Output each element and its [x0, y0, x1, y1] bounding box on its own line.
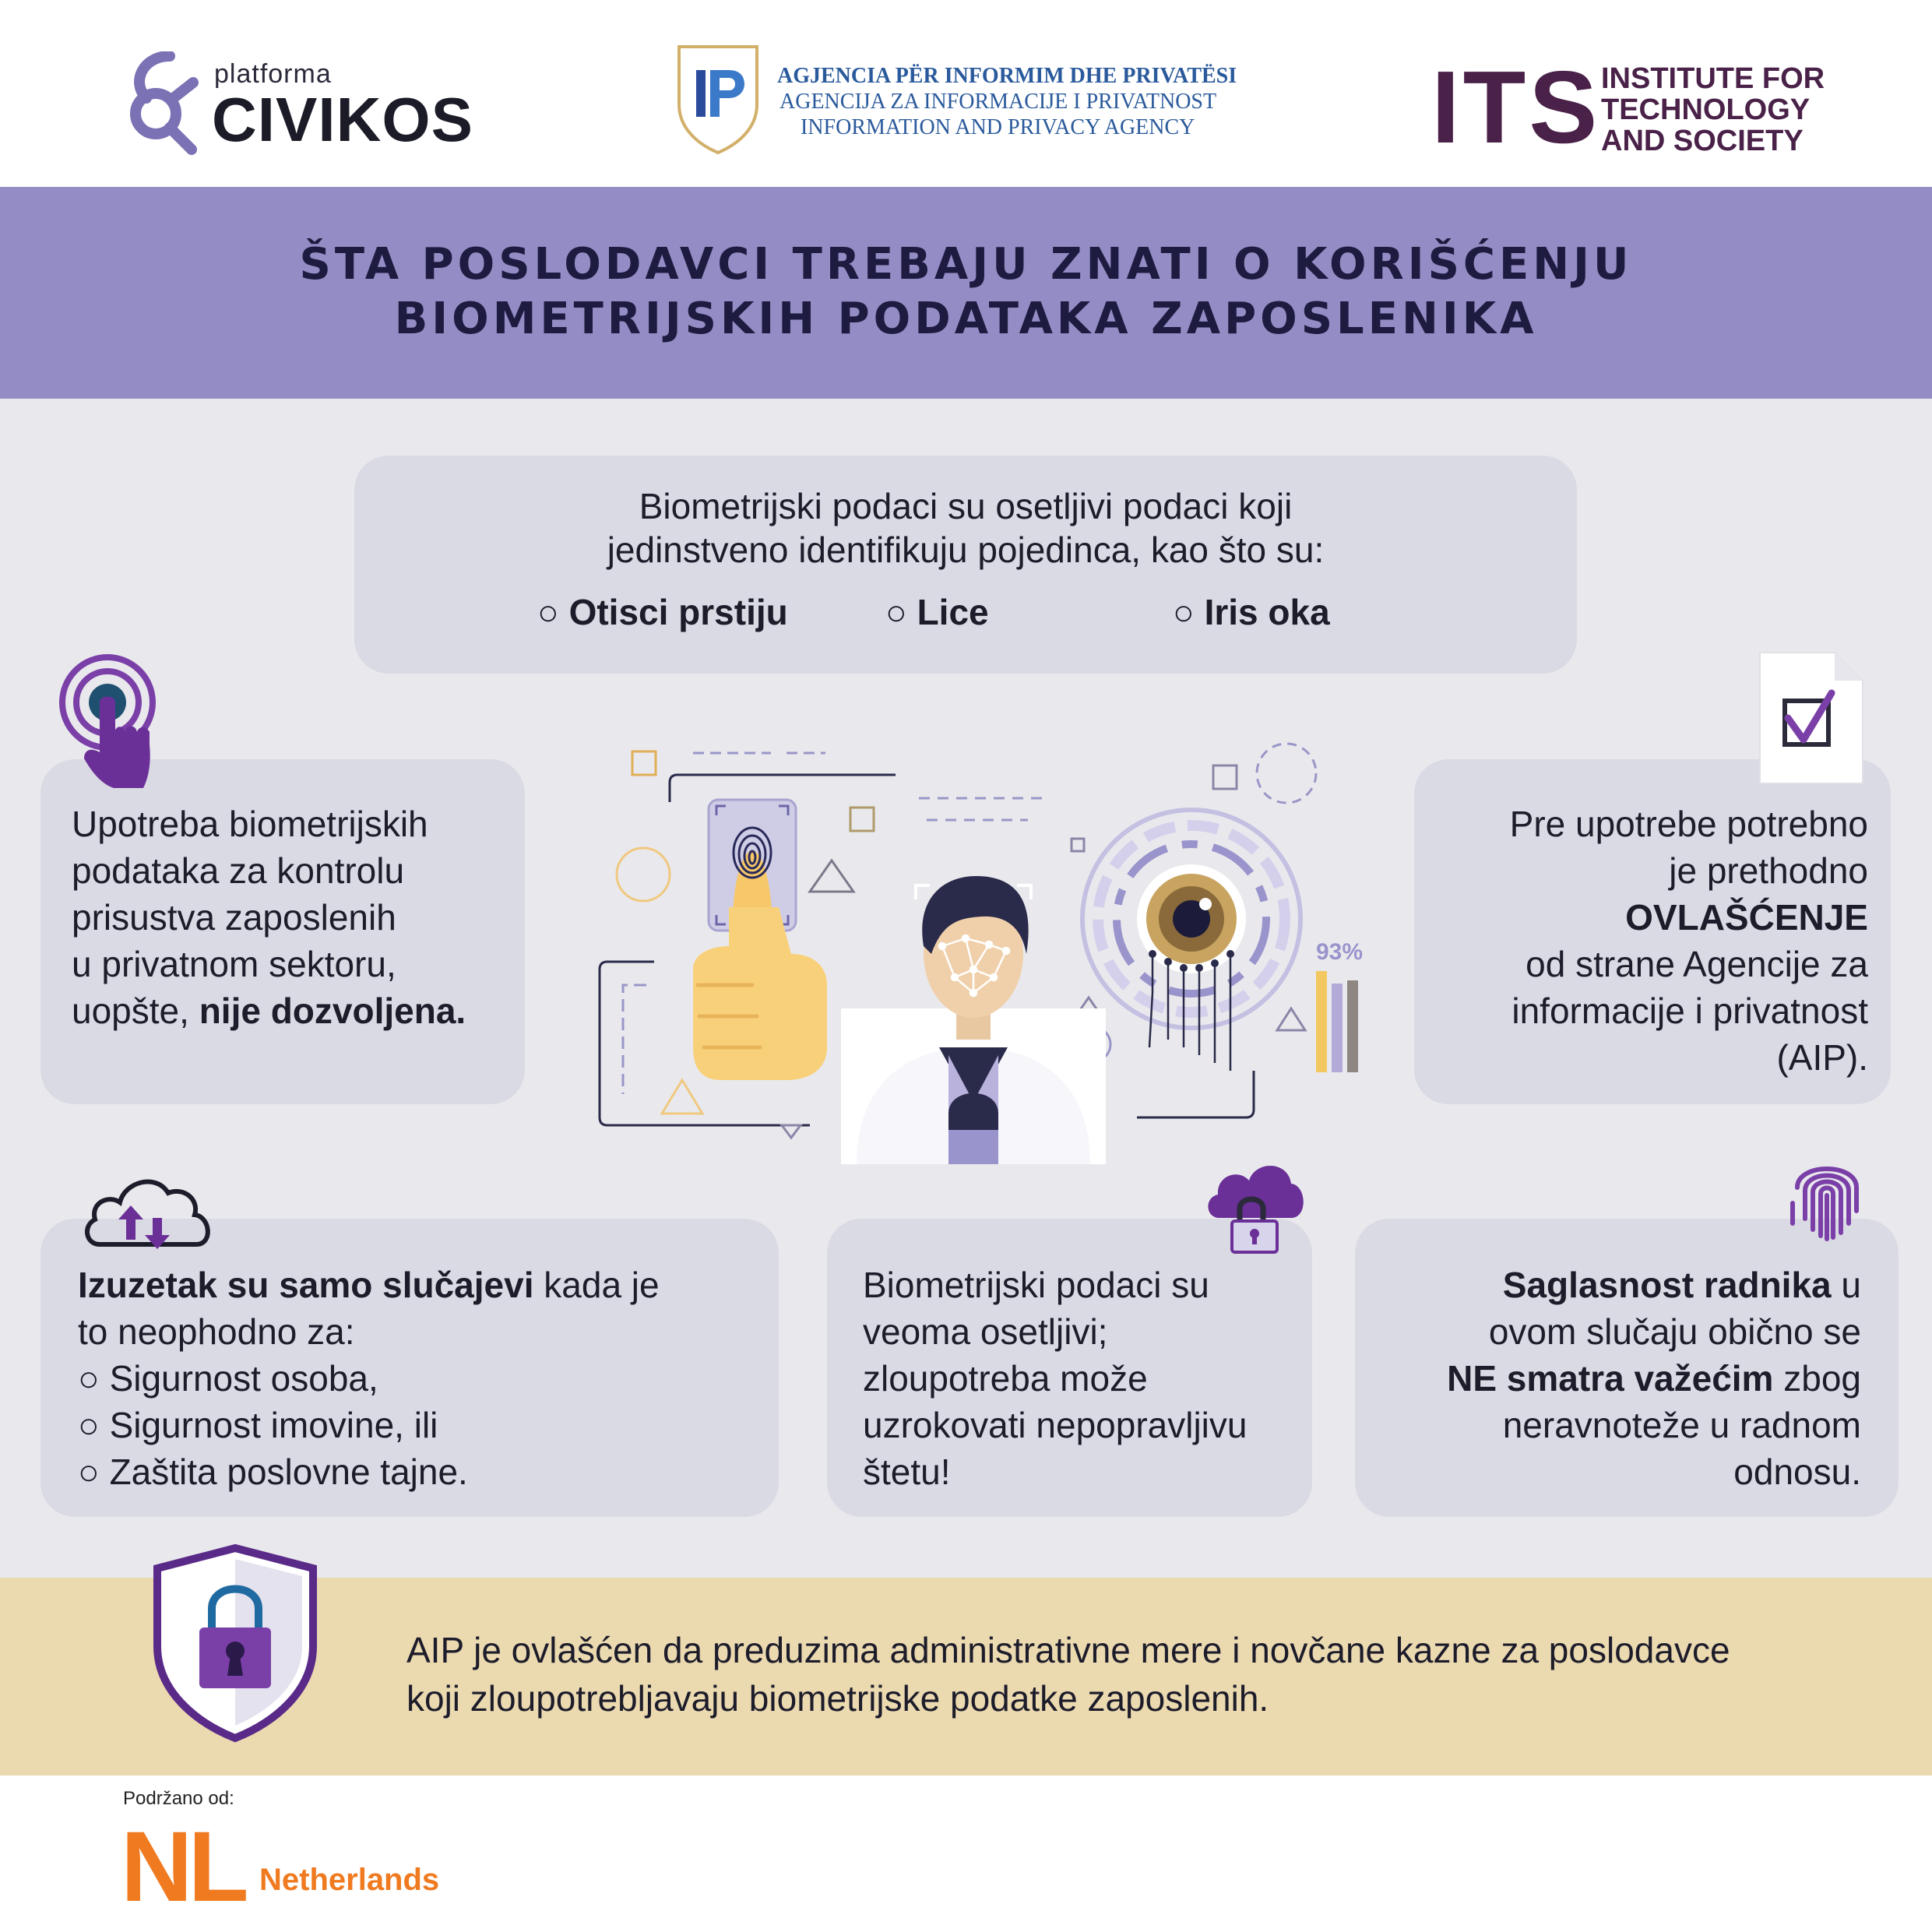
card-exception-item-1: ○ Sigurnost osoba, — [78, 1358, 378, 1399]
card-authorization-line-2: je prethodno — [1669, 850, 1868, 891]
intro-item-fingerprints: ○ Otisci prstiju — [537, 592, 788, 632]
card-consent-line-1-bold: Saglasnost radnika — [1502, 1265, 1832, 1305]
card-consent-line-1 — [1355, 1262, 1861, 1308]
card-sensitive-line-4: uzrokovati nepopravljivu — [863, 1405, 1248, 1445]
card-sensitive-line-5: štetu! — [863, 1452, 951, 1492]
card-exception-item-3: ○ Zaštita poslovne tajne. — [78, 1452, 468, 1492]
card-consent-line-3 — [1355, 1355, 1861, 1402]
card-consent-line-3-bold: NE smatra važećim — [1447, 1358, 1774, 1399]
aip-name-english: INFORMATION AND PRIVACY AGENCY — [801, 115, 1195, 139]
card-attendance-line-5-bold: nije dozvoljena. — [199, 991, 466, 1031]
card-exception-line-1-normal: kada je — [533, 1265, 660, 1305]
civikos-small-label: platforma — [214, 59, 332, 89]
card-exception-line-1-bold: Izuzetak su samo slučajevi — [78, 1265, 534, 1305]
cloud-transfer-icon — [81, 1168, 215, 1249]
touch-finger-icon — [56, 651, 160, 791]
cloud-lock-icon — [1204, 1153, 1305, 1254]
biometric-illustration — [576, 720, 1371, 1164]
card-authorization-line-1: Pre upotrebe potrebno — [1509, 804, 1868, 844]
card-attendance-line-5-normal: uopšte, — [72, 991, 199, 1031]
aip-name-serbian: AGENCIJA ZA INFORMACIJE I PRIVATNOST — [779, 90, 1217, 114]
security-shield-lock-icon — [150, 1543, 321, 1743]
card-consent-line-3-normal: zbog — [1773, 1358, 1861, 1399]
card-exception-line-1 — [78, 1262, 660, 1308]
card-sensitive-line-3: zloupotreba može — [863, 1358, 1148, 1399]
footer-line-2: koji zloupotrebljavaju biometrijske podatke zaposlenih. — [406, 1678, 1269, 1719]
card-attendance-line-3: prisustva zaposlenih — [72, 897, 396, 938]
scan-percent-label: 93% — [1316, 939, 1364, 965]
card-attendance-line-5 — [72, 987, 466, 1034]
card-consent-line-5: odnosu. — [1733, 1452, 1861, 1492]
card-consent-line-2: ovom slučaju obično se — [1488, 1311, 1861, 1352]
page-title-line-2: BIOMETRIJSKIH PODATAKA ZAPOSLENIKA — [394, 294, 1538, 344]
aip-shield-logo-icon — [674, 42, 762, 156]
intro-item-face: ○ Lice — [885, 592, 989, 632]
checklist-document-icon — [1757, 649, 1866, 787]
intro-item-iris: ○ Iris oka — [1173, 592, 1330, 632]
card-exception-item-2: ○ Sigurnost imovine, ili — [78, 1405, 438, 1445]
title-band — [0, 187, 1932, 399]
card-consent-line-4: neravnoteže u radnom — [1502, 1405, 1861, 1445]
nl-logo-letters: NL — [121, 1811, 245, 1923]
footer-text — [406, 1626, 1886, 1723]
intro-line-2: jedinstveno identifikuju pojedinca, kao što su: — [607, 530, 1325, 570]
its-line-2: TECHNOLOGY — [1601, 93, 1811, 126]
fingerprint-icon — [1789, 1149, 1864, 1242]
card-authorization-line-4: od strane Agencije za — [1526, 944, 1868, 984]
card-attendance-line-1: Upotreba biometrijskih — [72, 804, 428, 844]
civikos-logo-icon — [123, 51, 201, 156]
its-line-1: INSTITUTE FOR — [1601, 62, 1825, 95]
card-sensitive-line-2: veoma osetljivi; — [863, 1311, 1108, 1352]
card-consent-line-1-normal: u — [1831, 1265, 1861, 1305]
card-exception-line-2: to neophodno za: — [78, 1311, 355, 1352]
card-sensitive-line-1: Biometrijski podaci su — [863, 1265, 1209, 1305]
page-title-line-1: ŠTA POSLODAVCI TREBAJU ZNATI O KORIŠĆENJU — [299, 239, 1633, 290]
card-attendance-line-2: podataka za kontrolu — [72, 850, 405, 891]
civikos-logo-text: CIVIKOS — [212, 85, 473, 154]
aip-name-albanian: AGJENCIA PËR INFORMIM DHE PRIVATËSI — [777, 64, 1237, 88]
card-authorization-line-3: OVLAŠĆENJE — [1625, 897, 1868, 938]
its-line-3: AND SOCIETY — [1601, 125, 1804, 157]
card-authorization-line-6: (AIP). — [1776, 1037, 1868, 1078]
card-attendance-line-4: u privatnom sektoru, — [72, 944, 396, 984]
footer-line-1: AIP je ovlašćen da preduzima administrativne mere i novčane kazne za poslodavce — [406, 1630, 1730, 1670]
nl-logo-word: Netherlands — [259, 1863, 440, 1897]
its-logo-letters: ITS — [1431, 50, 1601, 164]
supported-by-label: Podržano od: — [123, 1788, 234, 1809]
intro-line-1: Biometrijski podaci su osetljivi podaci koji — [639, 486, 1293, 526]
card-authorization-line-5: informacije i privatnost — [1511, 991, 1868, 1031]
